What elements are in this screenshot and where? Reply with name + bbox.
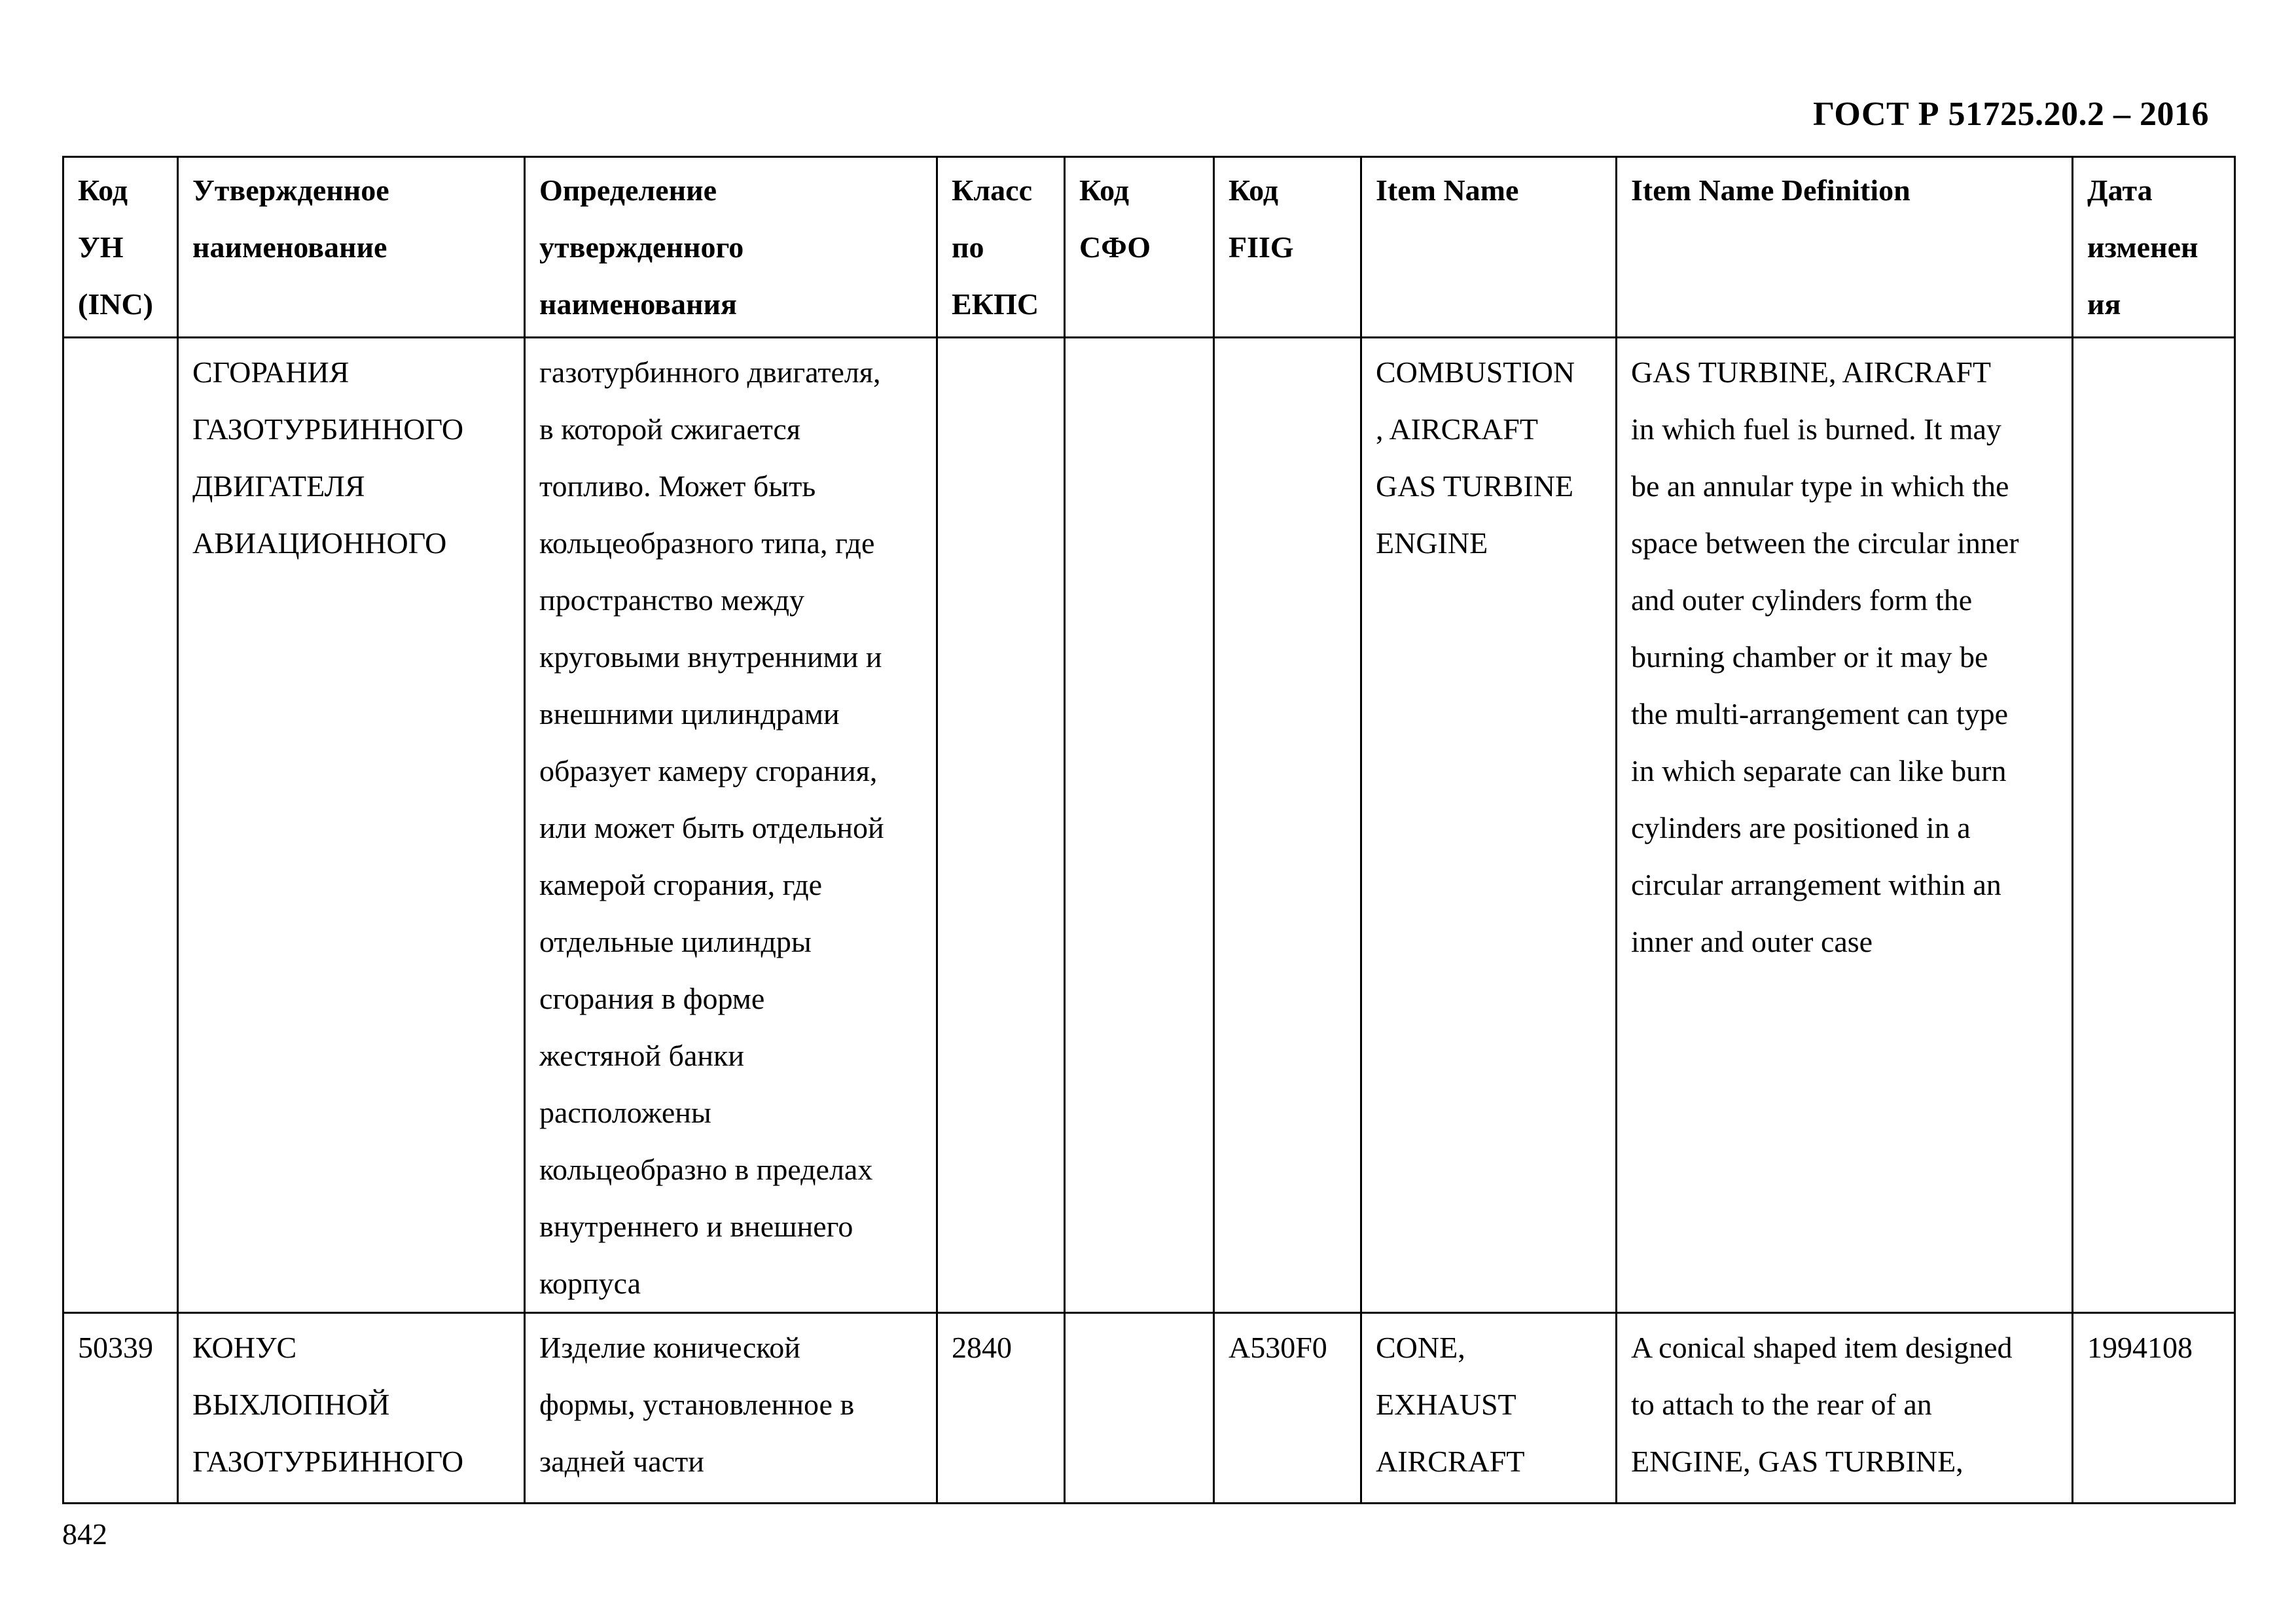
cell-item-name-definition: A conical shaped item designed to attach to the rear of an ENGINE, GAS TURBINE,: [1617, 1313, 2073, 1504]
col-header-label: Код СФО: [1079, 173, 1151, 264]
col-header-item-name-definition: [1617, 157, 2073, 338]
cell-fiig: [1214, 338, 1361, 1313]
cell-name-definition: газотурбинного двигателя, в которой сжигается топливо. Может быть кольцеобразного типа, где пространство между круговыми внутренними и внешними цилиндрами образует камеру сгорания, или может быть отдельной камерой сгорания, где отдельные цилиндры сгорания в форме жестяной банки расположены кольцеобразно в пределах внутреннего и внешнего корпуса: [525, 338, 937, 1313]
catalog-table: [62, 156, 2236, 1504]
table-row: [63, 338, 2235, 1313]
col-header-sfo: [1065, 157, 1214, 338]
cell-approved-name: СГОРАНИЯ ГАЗОТУРБИННОГО ДВИГАТЕЛЯ АВИАЦИОННОГО: [178, 338, 525, 1313]
col-header-item-name: [1361, 157, 1617, 338]
cell-class: 2840: [937, 1313, 1065, 1504]
cell-sfo: [1065, 1313, 1214, 1504]
col-header-label: Дата изменен ия: [2087, 173, 2198, 321]
col-header-class: [937, 157, 1065, 338]
col-header-label: Код FIIG: [1229, 173, 1294, 264]
page-number: 842: [62, 1517, 107, 1551]
cell-item-name: COMBUSTION , AIRCRAFT GAS TURBINE ENGINE: [1361, 338, 1617, 1313]
cell-item-name-definition: GAS TURBINE, AIRCRAFT in which fuel is burned. It may be an annular type in which the space between the circular inner and outer cylinders form the burning chamber or it may be the multi-arrangement can type in which separate can like burn cylinders are positioned in a circular arrangement within an inner and outer case: [1617, 338, 2073, 1313]
cell-change-date: [2073, 338, 2235, 1313]
col-header-name-definition: [525, 157, 937, 338]
col-header-label: Item Name Definition: [1631, 173, 1910, 207]
cell-change-date: 1994108: [2073, 1313, 2235, 1504]
cell-item-name: CONE, EXHAUST AIRCRAFT: [1361, 1313, 1617, 1504]
col-header-inc: [63, 157, 178, 338]
col-header-label: Класс по ЕКПС: [952, 173, 1039, 321]
cell-sfo: [1065, 338, 1214, 1313]
col-header-fiig: [1214, 157, 1361, 338]
cell-inc: [63, 338, 178, 1313]
document-standard-title: ГОСТ Р 51725.20.2 – 2016: [1813, 96, 2209, 133]
cell-fiig: A530F0: [1214, 1313, 1361, 1504]
cell-name-definition: Изделие конической формы, установленное в задней части: [525, 1313, 937, 1504]
col-header-approved-name: [178, 157, 525, 338]
cell-inc: 50339: [63, 1313, 178, 1504]
table-row: [63, 1313, 2235, 1504]
col-header-label: Определение утвержденного наименования: [539, 173, 744, 321]
col-header-label: Item Name: [1376, 173, 1519, 207]
cell-approved-name: КОНУС ВЫХЛОПНОЙ ГАЗОТУРБИННОГО: [178, 1313, 525, 1504]
col-header-change-date: [2073, 157, 2235, 338]
col-header-label: Код УН (INC): [78, 173, 153, 321]
table-header-row: [63, 157, 2235, 338]
cell-class: [937, 338, 1065, 1313]
col-header-label: Утвержденное наименование: [192, 173, 389, 264]
